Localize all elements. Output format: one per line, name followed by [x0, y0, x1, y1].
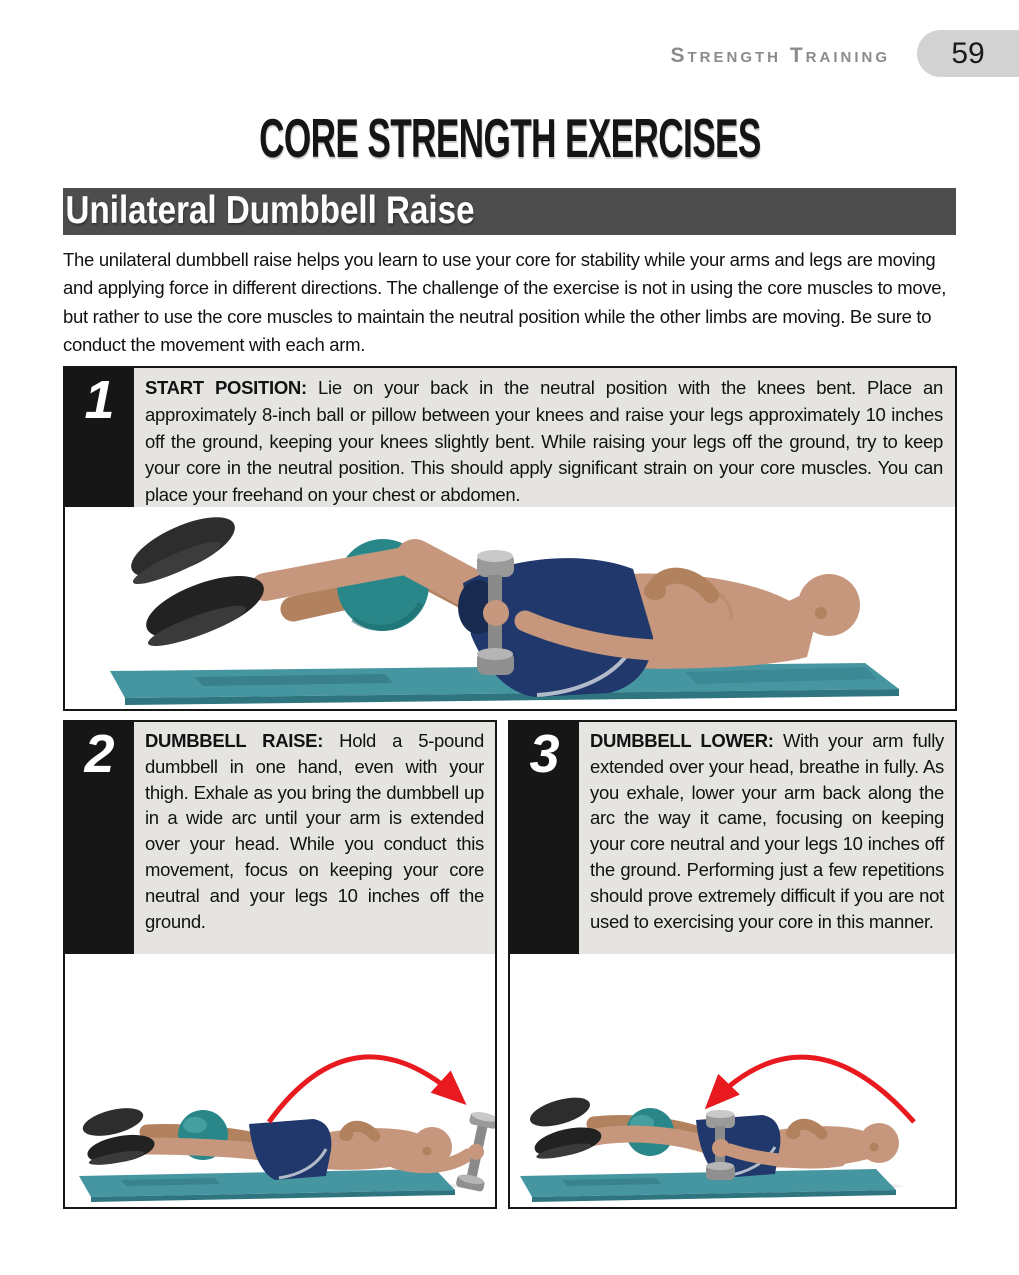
page-number-badge [917, 30, 1019, 77]
dumbbell-lower-illustration [510, 954, 955, 1207]
person-figure [527, 1092, 899, 1180]
figure-dumbbell-raise [65, 954, 495, 1207]
step-3-instruction: DUMBBELL LOWER: With your arm fully extended over your head, breathe in fully. As you exhale, lower your arm back along the arc the way it came, focusing on keeping your core neutral and your legs 10 inches off the ground. Performing just a few repetitions should prove extremely difficult if you are not used to exercising your core in this manner. [579, 722, 955, 954]
step-1-instruction: START POSITION: Lie on your back in the neutral position with the knees bent. Place an approximately 8-inch ball or pillow between your knees and raise your legs approximately 10 inches off the ground, keeping your knees slightly bent. While raising your legs off the ground, try to keep your core in the neutral position. This should apply significant strain on your core muscles. You can place your freehand on your chest or abdomen. [134, 368, 955, 507]
step-2-number: 2 [65, 722, 134, 954]
figure-start-position [65, 507, 955, 709]
page-number: 59 [951, 36, 985, 70]
step-3-header [510, 722, 955, 954]
step-2-instruction: DUMBBELL RAISE: Hold a 5-pound dumbbell in one hand, even with your thigh. Exhale as you bring the dumbbell up in a wide arc until your arm is extended over your head. While you conduct this movement, focus on keeping your core neutral and your legs 10 inches off the ground. [134, 722, 495, 954]
start-position-illustration [65, 507, 955, 709]
step-1-header [65, 368, 955, 507]
step-2-box [63, 720, 497, 1209]
step-3-number: 3 [510, 722, 579, 954]
title-row [0, 107, 1019, 169]
step-2-header [65, 722, 495, 954]
exercise-title-bar [63, 188, 956, 235]
step-1-label: START POSITION: [145, 377, 307, 398]
step-3-box [508, 720, 957, 1209]
exercise-title: Unilateral Dumbbell Raise [65, 189, 475, 232]
page-title: CORE STRENGTH EXERCISES [258, 107, 761, 169]
step-3-label: DUMBBELL LOWER: [590, 730, 774, 751]
step-2-label: DUMBBELL RAISE: [145, 730, 324, 751]
shorts [249, 1119, 331, 1180]
dumbbell [455, 1110, 495, 1192]
motion-arrow [269, 1057, 461, 1122]
step-1-box [63, 366, 957, 711]
step-1-number: 1 [65, 368, 134, 507]
shoes [120, 507, 272, 653]
intro-paragraph: The unilateral dumbbell raise helps you learn to use your core for stability while your arms and legs are moving and applying force in different directions. The challenge of the exercise is not in using the core muscles to move, but rather to use the core muscles to maintain the neutral position while the other limbs are moving. Be sure to conduct the movement with each arm. [63, 249, 947, 356]
running-header: Strength Training [670, 44, 890, 67]
dumbbell-raise-illustration [65, 954, 495, 1207]
motion-arrow [710, 1057, 914, 1122]
figure-dumbbell-lower [510, 954, 955, 1207]
